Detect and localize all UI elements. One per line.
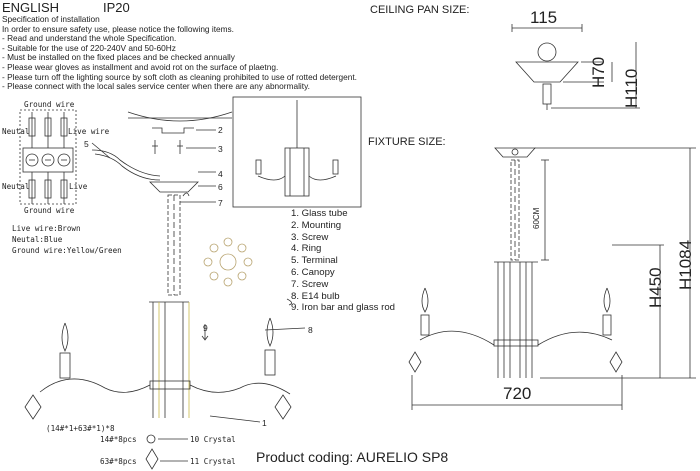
- legend-line: Neutal:Blue: [12, 235, 63, 244]
- part-item: 8. E14 bulb: [291, 290, 340, 302]
- callout-3: 3: [218, 144, 223, 154]
- spec-title: Specification of installation: [2, 14, 100, 24]
- part-item: 1. Glass tube: [291, 208, 348, 219]
- ground-wire-top-label: Ground wire: [24, 100, 75, 109]
- live-top-label: Live wire: [68, 127, 110, 136]
- chandelier-left-drawing: [25, 172, 305, 422]
- spec-line: - Please turn off the lighting source by soft cloth as cleaning prohibited to use of rotted detergent.: [2, 71, 357, 82]
- spec-line: - Suitable for the use of 220-240V and 50-60Hz: [2, 42, 176, 53]
- inset-chandelier-drawing: [233, 97, 361, 207]
- spec-line: - Must be installed on the fixed places and be checked annually: [2, 52, 235, 63]
- h450-dimension: H450: [646, 267, 665, 308]
- crystal-10-icon: [147, 435, 188, 443]
- callout-1: 1: [262, 418, 267, 428]
- spec-line: - Please wear gloves as installment and avoid rot on the surface of plaetng.: [2, 61, 279, 72]
- crystal-row1-label: 10 Crystal: [190, 435, 236, 444]
- ip-rating: IP20: [103, 0, 130, 15]
- pan-width-dimension: 115: [530, 8, 558, 27]
- pan-h70-dimension: H70: [589, 56, 608, 88]
- callout-4: 4: [218, 169, 223, 179]
- ceiling-pan-drawing: [512, 24, 640, 110]
- fixture-drawing: [409, 148, 696, 410]
- part-item: 2. Mounting: [291, 219, 342, 231]
- live-bottom-label: Live: [69, 182, 88, 191]
- spec-line: - Please connect with the local sales service center when there are any abnormality.: [2, 81, 310, 92]
- crystal-formula: (14#*1+63#*1)*8: [46, 424, 115, 433]
- callout-7: 7: [218, 198, 223, 208]
- part-item: 4. Ring: [291, 243, 322, 255]
- legend-line: Live wire:Brown: [12, 224, 81, 233]
- callout-9: 9: [203, 323, 208, 333]
- part-item: 9. Iron bar and glass rod: [291, 302, 395, 314]
- h1084-dimension: H1084: [676, 239, 695, 290]
- callout-5: 5: [84, 139, 89, 149]
- language-label: ENGLISH: [2, 0, 60, 15]
- fixture-title: FIXTURE SIZE:: [368, 136, 446, 148]
- neutral-top-label: Neutal: [2, 127, 30, 136]
- crystal-11-icon: [146, 449, 188, 469]
- chain-length-dimension: 60CM: [532, 207, 541, 229]
- part-item: 5. Terminal: [291, 255, 338, 267]
- callout-8: 8: [308, 325, 313, 335]
- width-720-dimension: 720: [503, 384, 532, 403]
- crystal-row2-label: 11 Crystal: [190, 457, 236, 466]
- spec-line: In order to ensure safety use, please notice the following items.: [2, 23, 234, 34]
- callout-2: 2: [218, 125, 223, 135]
- part-item: 7. Screw: [291, 278, 329, 290]
- callout-6: 6: [218, 182, 223, 192]
- product-coding: Product coding: AURELIO SP8: [256, 449, 449, 465]
- part-item: 6. Canopy: [291, 266, 335, 278]
- legend-line: Ground wire:Yellow/Green: [12, 246, 122, 255]
- ceiling-pan-title: CEILING PAN SIZE:: [370, 4, 470, 16]
- spec-line: - Read and understand the whole Specification.: [2, 33, 177, 44]
- part-item: 3. Screw: [291, 231, 329, 243]
- neutral-bottom-label: Neutal: [2, 182, 30, 191]
- crystal-star-icon: [204, 238, 252, 286]
- wiring-terminal-diagram: [20, 110, 76, 204]
- crystal-row1-qty: 14#*8pcs: [100, 435, 137, 444]
- crystal-row2-qty: 63#*8pcs: [100, 457, 137, 466]
- pan-h110-dimension: H110: [622, 68, 641, 108]
- ground-wire-bottom-label: Ground wire: [24, 206, 75, 215]
- ceiling-mount: [92, 112, 232, 180]
